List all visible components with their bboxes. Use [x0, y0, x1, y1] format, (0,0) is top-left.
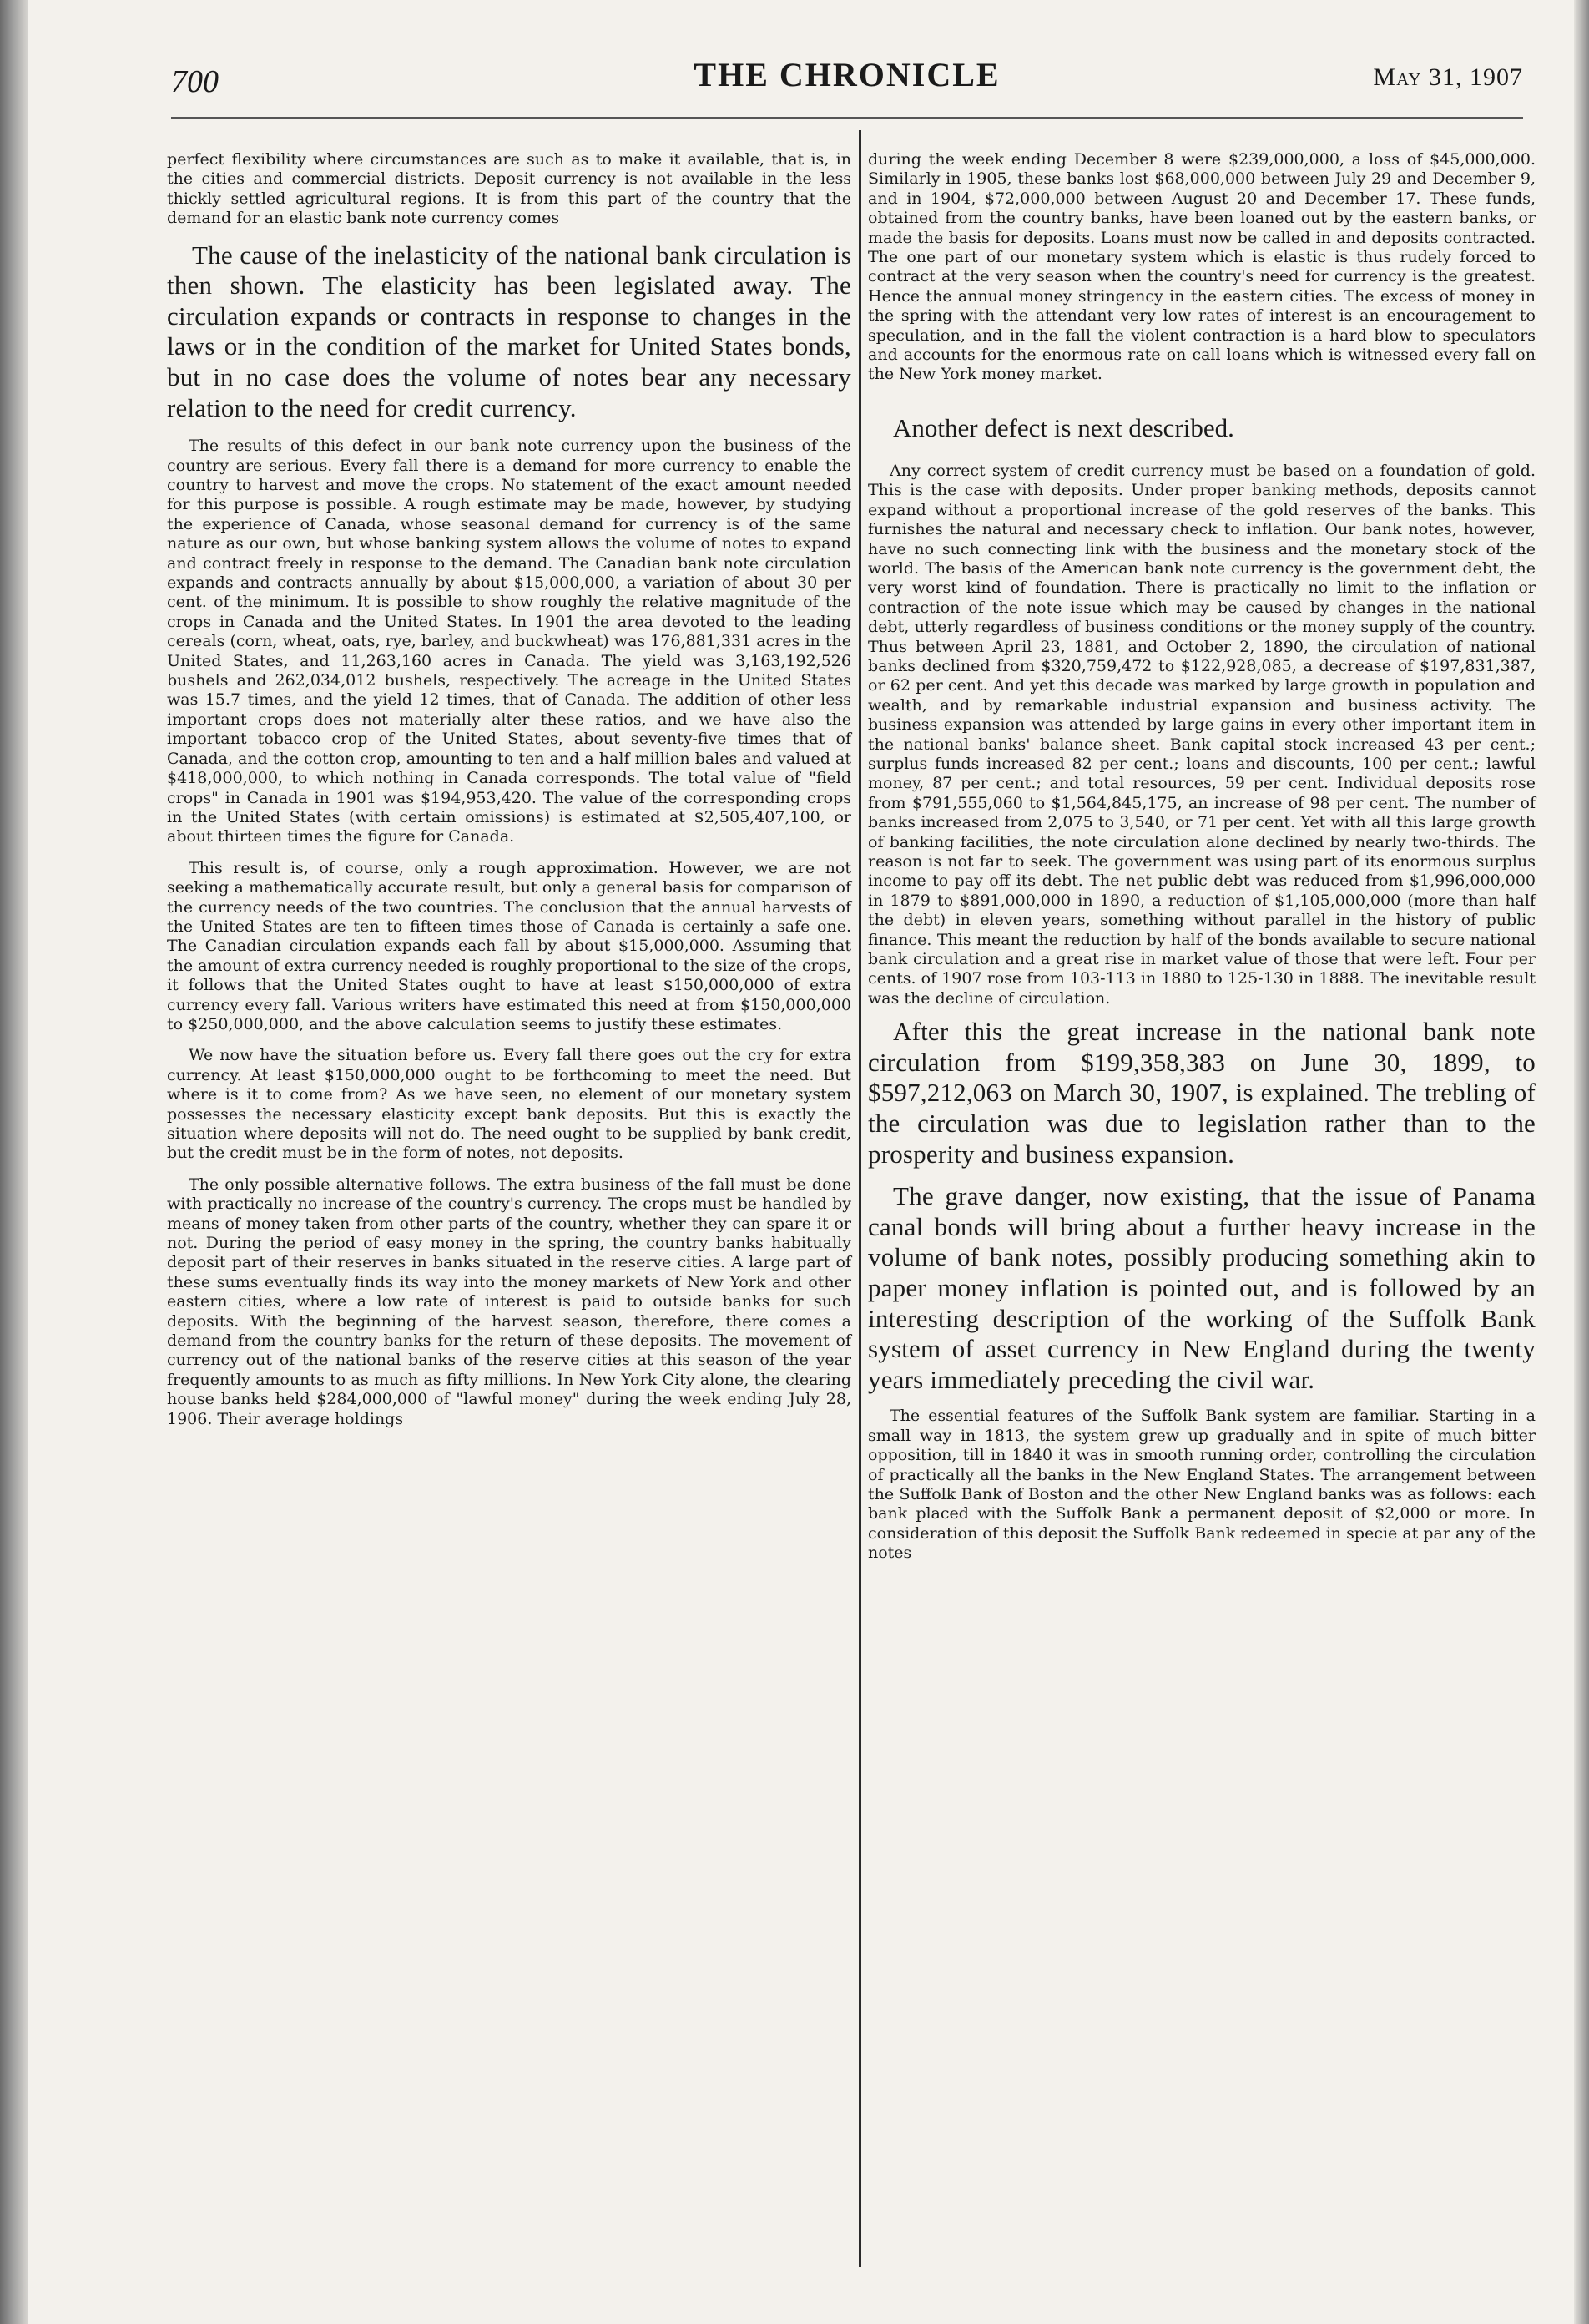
page-header — [171, 52, 1523, 102]
masthead-title: THE CHRONICLE — [694, 56, 1001, 93]
summary-grave-danger: The grave danger, now existing, that the issue of Panama canal bonds will bring about a further heavy increase in the volume of bank notes, possibly producing something akin to paper money inflation is pointed out, and is followed by an interesting description of the working of the Suffolk Bank system of asset currency in New England during the twenty years immediately preceding the civil war. — [868, 1181, 1536, 1394]
scan-edge-right — [1574, 0, 1589, 2324]
paragraph-suffolk-bank: The essential features of the Suffolk Bank system are familiar. Starting in a small way in 1813, the system grew up gradually and in spite of much bitter opposition, till in 1840 it was in smooth running order, controlling the circulation of practically all the banks in the New England States. The arrangement between the Suffolk Bank of Boston and the other New England banks was as follows: each bank placed with the Suffolk Bank a permanent deposit of $2,000 or more. In consideration of this deposit the Suffolk Bank redeemed in specie at par any of the notes — [868, 1407, 1536, 1563]
summary-inelasticity: The cause of the inelasticity of the national bank circulation is then shown. The elasticity has been legislated away. The circulation expands or contracts in response to changes in the laws or in the condition of the market for United States bonds, but in no case does the volume of notes bear any necessary relation to the need for credit currency. — [167, 240, 851, 422]
scan-edge-left — [0, 0, 28, 2324]
paragraph-gold-foundation: Any correct system of credit currency must be based on a foundation of gold. This is the case with deposits. Under proper banking methods, deposits cannot expand without a proportional increase of the gold reserves of the banks. This furnishes the natural and necessary check to inflation. Our bank notes, however, have no such connecting link with the business and the monetary stock of the world. The basis of the American bank note currency is the government debt, the very worst kind of foundation. There is practically no limit to the inflation or contraction of the note issue which may be caused by changes in the national debt, utterly regardless of business conditions or the money supply of the country. Thus between April 23, 1881, and October 2, 1890, the circulation of national banks declined from $320,759,472 to $122,928,085, a decrease of $197,831,387, or 62 per cent. And yet this decade was marked by large growth in population and wealth, and by remarkable industrial expansion and business activity. The business expansion was attended by large gains in every other important item in the national banks' balance sheet. Bank capital stock increased 43 per cent.; surplus funds increased 82 per cent.; loans and discounts, 100 per cent.; lawful money, 87 per cent.; and total resources, 59 per cent. Individual deposits rose from $791,555,060 to $1,564,845,175, an increase of 98 per cent. The number of banks increased from 2,075 to 3,540, or 71 per cent. Yet with all this large growth of banking facilities, the note circulation alone declined by nearly two-thirds. The reason is not far to seek. The government was using part of its enormous surplus income to pay off its debt. The net public debt was reduced from $1,996,000,000 in 1879 to $891,000,000 in 1890, a reduction of $1,105,000,000 (more than half the debt) in eleven years, something without parallel in the history of public finance. This meant the reduction by half of the bonds available to secure national bank circulation and a great rise in market value of those that were left. Four per cents. of 1907 rose from 103-113 in 1880 to 125-130 in 1888. The inevitable result was the decline of circulation. — [868, 461, 1536, 1008]
paragraph-continuation: during the week ending December 8 were $239,000,000, a loss of $45,000,000. Similarly in 1905, these banks lost $68,000,000 between July 29 and December 9, and in 1904, $72,000,000 between August 20 and December 17. These funds, obtained from the country banks, have been loaned out by the eastern banks, or made the basis for deposits. Loans must now be called in and deposits contracted. The one part of our monetary system which is elastic is thus rudely forced to contract at the very season when the country's need for currency is the greatest. Hence the annual money stringency in the eastern cities. The excess of money in the spring with the attendant very low rates of interest is an encouragement to speculation, and in the fall the violent contraction is a hard blow to speculators and accounts for the enormous rate on call loans which is witnessed every fall on the New York money market. — [868, 150, 1536, 384]
issue-date: May 31, 1907 — [1373, 63, 1523, 91]
subhead-another-defect: Another defect is next described. — [893, 412, 1234, 442]
header-rule — [171, 117, 1523, 119]
paragraph-alternative: The only possible alternative follows. The extra business of the fall must be done with practically no increase of the country's currency. The crops must be handled by means of money taken from other parts of the country, whether they can spare it or not. During the period of easy money in the spring, the country banks habitually deposit part of their reserves in banks situated in the reserve cities. A large part of these sums eventually finds its way into the money markets of New York and other eastern cities, where a low rate of interest is paid to outside banks for such deposits. With the beginning of the harvest season, therefore, there comes a demand from the country banks for the return of these deposits. The movement of currency out of the national banks of the reserve cities at this season of the year frequently amounts to as much as fifty millions. In New York City alone, the clearing house banks held $284,000,000 of "lawful money" during the week ending July 28, 1906. Their average holdings — [167, 1175, 851, 1428]
paragraph-results-of-defect: The results of this defect in our bank note currency upon the business of the country are serious. Every fall there is a demand for more currency to enable the country to harvest and move the crops. No statement of the exact amount needed for this purpose is possible. A rough estimate may be made, however, by studying the experience of Canada, whose seasonal demand for currency is of the same nature as our own, but whose banking system allows the volume of notes to expand and contract freely in response to the demand. The Canadian bank note circulation expands and contracts annually by about $15,000,000, a variation of about 30 per cent. of the minimum. It is possible to show roughly the relative magnitude of the crops in Canada and the United States. In 1901 the area devoted to the leading cereals (corn, wheat, oats, rye, barley, and buckwheat) was 176,881,331 acres in the United States, and 11,263,160 acres in Canada. The yield was 3,163,192,526 bushels and 262,034,012 bushels, respectively. The acreage in the United States was 15.7 times, and the yield 12 times, that of Canada. The addition of other less important crops does not materially alter these ratios, and we have also the important tobacco crop of the United States, about seventy-five times that of Canada, and the cotton crop, amounting to ten and a half million bales and valued at $418,000,000, to which nothing in Canada corresponds. The total value of "field crops" in Canada in 1901 was $194,953,420. The value of the corresponding crops in the United States (with certain omissions) is estimated at $2,505,407,100, or about thirteen times the figure for Canada. — [167, 437, 851, 846]
page-number: 700 — [171, 64, 219, 99]
right-column — [868, 150, 1536, 1564]
left-column — [167, 150, 851, 1429]
summary-circulation-increase: After this the great increase in the national bank note circulation from $199,358,383 on June 30, 1899, to $597,212,063 on March 30, 1907, is explained. The trebling of the circulation was due to legislation rather than to the prosperity and business expansion. — [868, 1017, 1536, 1169]
paragraph-intro: perfect flexibility where circumstances are such as to make it available, that is, in the cities and commercial districts. Deposit currency is not available in the less thickly settled agricultural regions. It is from this part of the country that the demand for an elastic bank note currency comes — [167, 150, 851, 228]
paragraph-situation: We now have the situation before us. Every fall there goes out the cry for extra currency. At least $150,000,000 ought to be forthcoming to meet the need. But where is it to come from? As we have seen, no element of our monetary system possesses the necessary elasticity except bank deposits. But this is exactly the situation where deposits will not do. The need ought to be supplied by bank credit, but the credit must be in the form of notes, not deposits. — [167, 1046, 851, 1163]
paragraph-rough-approximation: This result is, of course, only a rough approximation. However, we are not seeking a mathematically accurate result, but only a general basis for comparison of the currency needs of the two countries. The conclusion that the annual harvests of the United States are ten to fifteen times those of Canada is certainly a safe one. The Canadian circulation expands each fall by about $15,000,000. Assuming that the amount of extra currency needed is roughly proportional to the size of the crops, it follows that the United States ought to have at least $150,000,000 of extra currency every fall. Various writers have estimated this need at from $150,000,000 to $250,000,000, and the above calculation seems to justify these estimates. — [167, 858, 851, 1033]
column-divider — [859, 130, 861, 2267]
